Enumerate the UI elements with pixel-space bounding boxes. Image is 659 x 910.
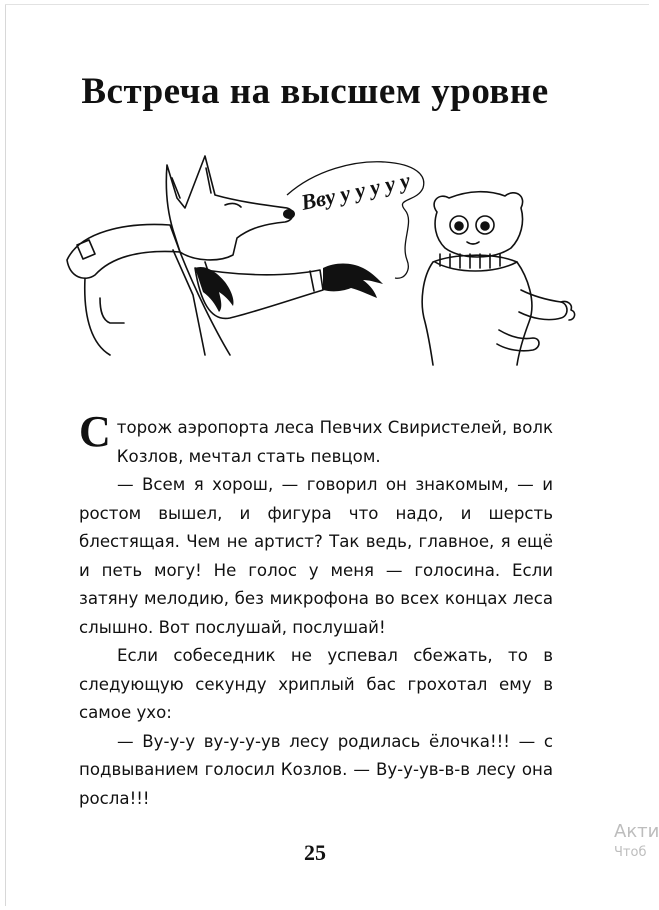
paragraph-3: Если собеседник не успевал сбежать, то в следующую секунду хриплый бас грохотал ему в самое ухо: — [79, 646, 553, 722]
wolf-body — [85, 252, 230, 355]
wolf-glove-right — [323, 264, 383, 299]
activation-watermark — [614, 820, 659, 862]
bear-arm-lower — [497, 330, 539, 351]
wolf-cuff — [310, 271, 314, 291]
wolf-lapel — [173, 250, 215, 355]
paragraph-1 — [79, 407, 553, 471]
paragraph-2: — Всем я хорош, — говорил он знакомым, — и ростом вышел, и фигура что надо, и шерсть блестящая. Чем не артист? Так ведь, главное, я ещё и петь могу! Не голос у меня — голосина. Если затяну мелодию, без микрофона во всех концах леса слышно. Вот послушай, послушай! — [79, 475, 553, 637]
wolf-head — [166, 156, 293, 260]
page-number: 25 — [304, 840, 326, 865]
wolf-eye — [225, 203, 241, 207]
page-edge-top — [5, 4, 649, 5]
wolf-patch-left — [77, 240, 95, 259]
wolf-nose — [283, 209, 295, 219]
illustration — [55, 150, 585, 365]
chapter-title: Встреча на высшем уровне — [81, 71, 549, 112]
watermark-line-1: Акти — [614, 821, 659, 842]
bear-mouth — [467, 242, 479, 244]
wolf-pocket — [100, 298, 124, 323]
bear-head — [434, 192, 523, 257]
paragraph-1-text: торож аэропорта леса Певчих Свиристелей, волк Козлов, мечтал стать певцом. — [116, 418, 553, 466]
bear-arm — [519, 290, 567, 320]
drop-cap: С — [79, 407, 111, 456]
paragraph-4: — Ву-у-у ву-у-у-ув лесу родилась ёлочка!!! — с подвыванием голосил Козлов. — Ву-у-ув-в-в лесу она росла!!! — [79, 731, 553, 808]
speech-text: Вву у у у у у — [298, 167, 413, 215]
body-text — [79, 407, 553, 813]
watermark-line-2: Чтоб — [614, 845, 647, 860]
page-edge — [5, 4, 6, 906]
wolf-arm-left — [67, 224, 180, 278]
wolf-glove-left — [195, 267, 234, 312]
wolf-ear-inner — [172, 168, 211, 198]
